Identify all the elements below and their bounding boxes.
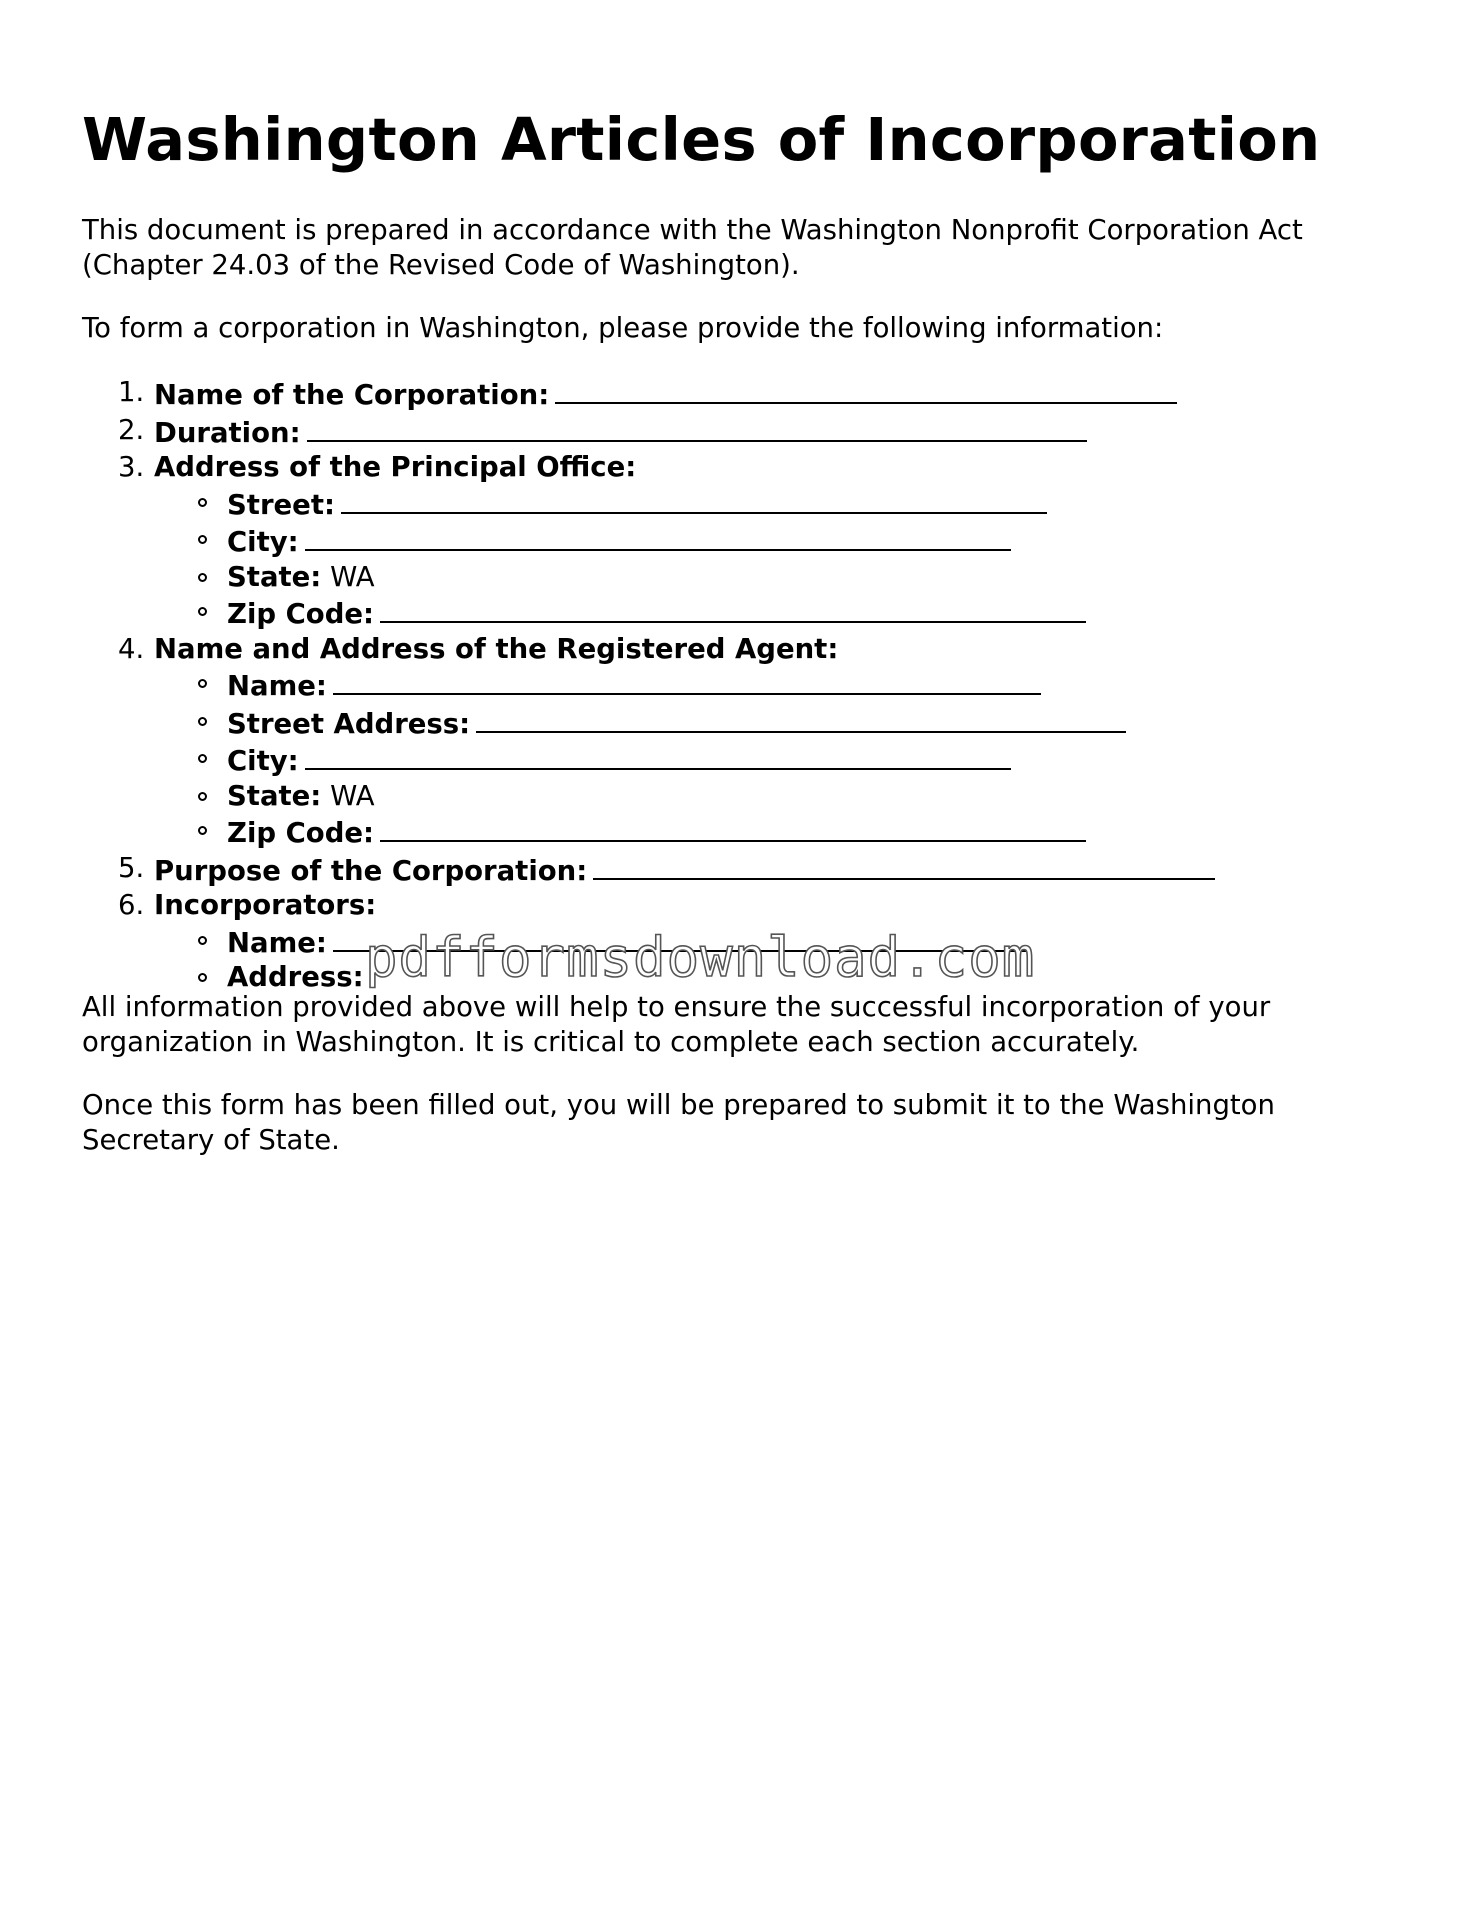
circle-bullet-icon [198, 973, 207, 982]
field-label: Name: [227, 670, 327, 702]
office-zip-blank[interactable] [380, 594, 1086, 623]
field-label: Name and Address of the Registered Agent: [154, 632, 839, 665]
field-label: Street Address: [227, 707, 471, 740]
office-street-blank[interactable] [341, 485, 1047, 514]
field-label: Address: [227, 961, 364, 993]
sub-field-street [154, 485, 1215, 523]
sub-field-state [154, 560, 1215, 595]
field-label: Purpose of the Corporation: [154, 854, 588, 887]
sub-field-zip [154, 594, 1215, 632]
field-label: Zip Code: [227, 598, 375, 630]
sub-field-city [154, 741, 1215, 779]
field-label: Address of the Principal Office: [154, 451, 637, 483]
field-label: Zip Code: [227, 817, 375, 849]
circle-bullet-icon [198, 826, 207, 835]
circle-bullet-icon [198, 498, 207, 507]
item-number: 1. [118, 376, 145, 408]
circle-bullet-icon [198, 792, 207, 801]
field-purpose [82, 851, 1215, 889]
watermark-text: pdfformsdownload.com [365, 926, 1036, 989]
field-label: Street: [227, 488, 335, 521]
purpose-blank[interactable] [593, 851, 1215, 880]
item-number: 3. [118, 451, 145, 483]
principal-office-sublist [154, 485, 1215, 632]
sub-field-state [154, 779, 1215, 814]
field-label: Duration: [154, 416, 301, 449]
submit-paragraph: Once this form has been filled out, you will be prepared to submit it to the Washington Secretary of State. [82, 1089, 1275, 1156]
form-fields-list [82, 375, 1215, 995]
info-paragraph: All information provided above will help to ensure the successful incorporation of your organization in Washington. It is critical to complete each section accurately. [82, 991, 1271, 1058]
agent-zip-blank[interactable] [380, 813, 1086, 842]
field-label: City: [227, 526, 299, 558]
circle-bullet-icon [198, 754, 207, 763]
field-label: Name of the Corporation: [154, 379, 550, 411]
agent-name-blank[interactable] [333, 666, 1041, 695]
field-principal-office [82, 450, 1215, 632]
circle-bullet-icon [198, 573, 207, 582]
field-duration [82, 413, 1215, 451]
item-number: 6. [118, 889, 145, 921]
field-corporation-name [82, 375, 1215, 413]
sub-field-city [154, 522, 1215, 560]
sub-field-street-address [154, 704, 1215, 742]
sub-field-name [154, 666, 1215, 704]
circle-bullet-icon [198, 679, 207, 688]
circle-bullet-icon [198, 717, 207, 726]
form-prompt: To form a corporation in Washington, please provide the following information: [82, 312, 1164, 344]
sub-field-zip [154, 813, 1215, 851]
field-label: Name: [227, 926, 327, 959]
item-number: 2. [118, 413, 145, 446]
agent-street-blank[interactable] [476, 704, 1126, 733]
field-label: City: [227, 745, 299, 777]
registered-agent-sublist [154, 666, 1215, 851]
corporation-name-blank[interactable] [555, 375, 1177, 404]
page-title: Washington Articles of Incorporation [82, 105, 1321, 174]
field-label: State: [227, 560, 322, 593]
agent-city-blank[interactable] [305, 741, 1011, 770]
field-label: State: [227, 779, 322, 812]
field-registered-agent [82, 632, 1215, 851]
duration-blank[interactable] [307, 413, 1087, 442]
circle-bullet-icon [198, 535, 207, 544]
state-value: WA [330, 560, 375, 593]
intro-paragraph: This document is prepared in accordance with the Washington Nonprofit Corporation Act (Chapter 24.03 of the Revised Code of Washington). [82, 214, 1303, 281]
office-city-blank[interactable] [305, 522, 1011, 551]
field-label: Incorporators: [154, 889, 377, 921]
circle-bullet-icon [198, 936, 207, 945]
state-value: WA [330, 779, 375, 812]
item-number: 5. [118, 851, 145, 884]
circle-bullet-icon [198, 607, 207, 616]
item-number: 4. [118, 632, 145, 665]
